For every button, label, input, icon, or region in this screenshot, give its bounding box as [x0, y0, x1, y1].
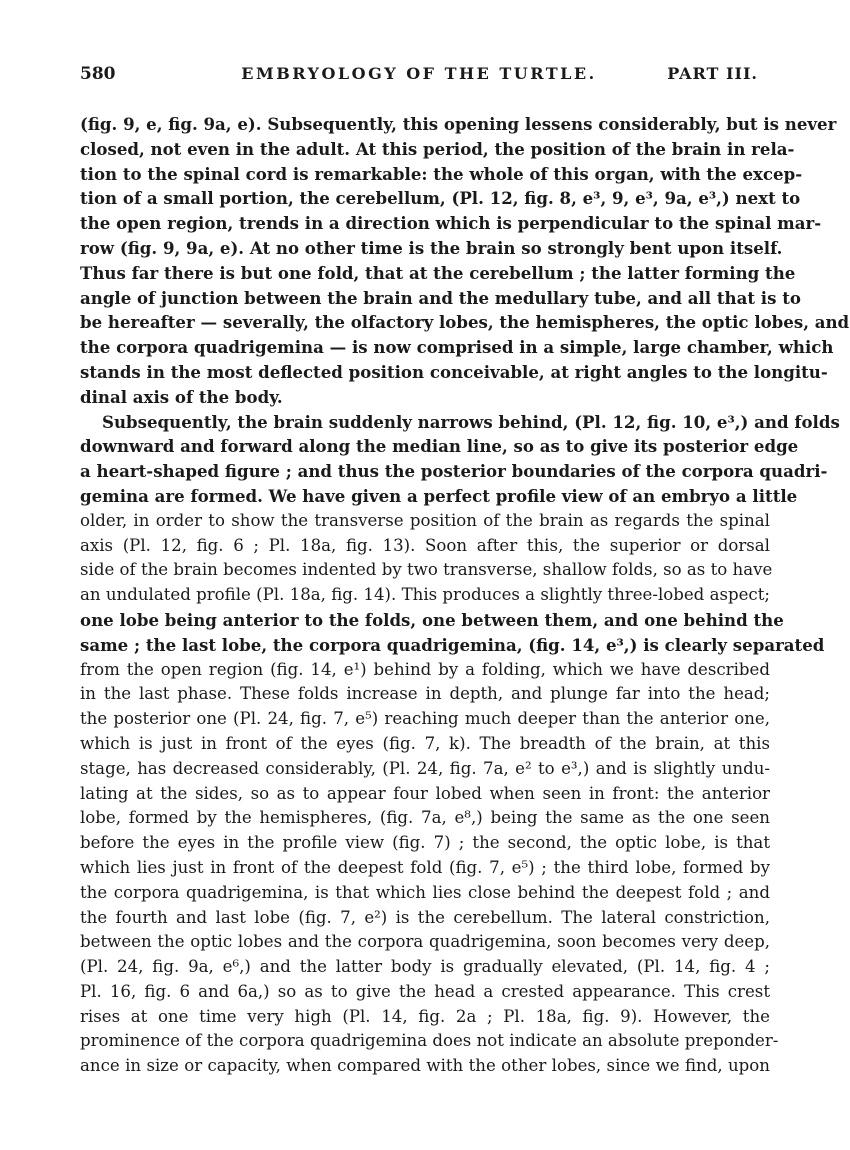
text-line: Subsequently, the brain suddenly narrows behind, (Pl. 12, fig. 10, e³,) and folds	[102, 411, 840, 432]
text-line: from the open region (fig. 14, e¹) behind by a folding, which we have described	[80, 659, 770, 679]
text-line: the corpora quadrigemina — is now comprised in a simple, large chamber, which	[80, 337, 834, 358]
text-line: one lobe being anterior to the folds, one between them, and one behind the	[80, 609, 784, 630]
text-line: (fig. 9, e, fig. 9a, e). Subsequently, this opening lessens considerably, but is never	[80, 114, 837, 134]
text-line: side of the brain becomes indented by two transverse, shallow folds, so as to have	[80, 560, 773, 580]
text-line: tion of a small portion, the cerebellum, (Pl. 12, fig. 8, e³, 9, e³, 9a, e³,) next to	[80, 188, 801, 209]
text-line: the posterior one (Pl. 24, fig. 7, e⁵) reaching much deeper than the anterior one,	[80, 709, 770, 729]
text-line: axis (Pl. 12, fig. 6 ; Pl. 18a, fig. 13). Soon after this, the superior or dorsal	[80, 535, 770, 555]
text-line: which lies just in front of the deepest fold (fig. 7, e⁵) ; the third lobe, formed by	[80, 857, 770, 877]
text-line: downward and forward along the median line, so as to give its posterior edge	[80, 436, 799, 457]
text-line: lating at the sides, so as to appear four lobed when seen in front: the anterior	[80, 783, 770, 803]
text-line: older, in order to show the transverse position of the brain as regards the spinal	[80, 510, 770, 530]
text-line: tion to the spinal cord is remarkable: the whole of this organ, with the excep-	[80, 163, 803, 184]
text-line: the fourth and last lobe (fig. 7, e²) is the cerebellum. The lateral constriction,	[80, 907, 770, 927]
text-line: which is just in front of the eyes (fig. 7, k). The breadth of the brain, at this	[80, 733, 770, 753]
text-line: same ; the last lobe, the corpora quadrigemina, (fig. 14, e³,) is clearly separated	[80, 634, 825, 655]
text-line: dinal axis of the body.	[80, 386, 283, 407]
text-line: a heart-shaped figure ; and thus the posterior boundaries of the corpora quadri-	[80, 461, 828, 482]
running-title: EMBRYOLOGY OF THE TURTLE.	[241, 64, 597, 83]
paragraph-2	[80, 410, 840, 1080]
text-line: closed, not even in the adult. At this period, the position of the brain in rela-	[80, 138, 795, 159]
body-text	[80, 112, 850, 1079]
text-line: in the last phase. These folds increase in depth, and plunge far into the head;	[80, 684, 770, 704]
part-label: PART III.	[667, 64, 758, 83]
text-line: ance in size or capacity, when compared with the other lobes, since we find, upon	[80, 1056, 770, 1076]
text-line: lobe, formed by the hemispheres, (fig. 7a, e⁸,) being the same as the one seen	[80, 808, 770, 828]
text-line: stands in the most deflected position conceivable, at right angles to the longitu-	[80, 361, 828, 382]
text-line: rises at one time very high (Pl. 14, fig. 2a ; Pl. 18a, fig. 9). However, the	[80, 1006, 770, 1026]
text-line: before the eyes in the profile view (fig. 7) ; the second, the optic lobe, is that	[80, 833, 770, 853]
text-line: the open region, trends in a direction which is perpendicular to the spinal mar-	[80, 213, 822, 234]
text-line: prominence of the corpora quadrigemina does not indicate an absolute preponder-	[80, 1031, 779, 1051]
text-line: row (fig. 9, 9a, e). At no other time is the brain so strongly bent upon itself.	[80, 237, 783, 258]
paragraph-1	[80, 112, 850, 410]
text-line: between the optic lobes and the corpora quadrigemina, soon becomes very deep,	[80, 932, 770, 952]
text-line: be hereafter — severally, the olfactory lobes, the hemispheres, the optic lobes, and	[80, 312, 850, 333]
text-line: angle of junction between the brain and the medullary tube, and all that is to	[80, 287, 801, 308]
text-line: Pl. 16, fig. 6 and 6a,) so as to give the head a crested appearance. This crest	[80, 981, 770, 1001]
text-line: stage, has decreased considerably, (Pl. 24, fig. 7a, e² to e³,) and is slightly undu-	[80, 758, 770, 778]
text-line: gemina are formed. We have given a perfect profile view of an embryo a little	[80, 485, 798, 506]
page-number: 580	[80, 64, 116, 84]
text-line: (Pl. 24, fig. 9a, e⁶,) and the latter body is gradually elevated, (Pl. 14, fig. 4 ;	[80, 957, 770, 977]
text-line: an undulated profile (Pl. 18a, fig. 14). This produces a slightly three-lobed aspect;	[80, 585, 770, 605]
text-line: Thus far there is but one fold, that at the cerebellum ; the latter forming the	[80, 262, 796, 283]
page-header	[80, 62, 758, 90]
text-line: the corpora quadrigemina, is that which lies close behind the deepest fold ; and	[80, 882, 770, 902]
